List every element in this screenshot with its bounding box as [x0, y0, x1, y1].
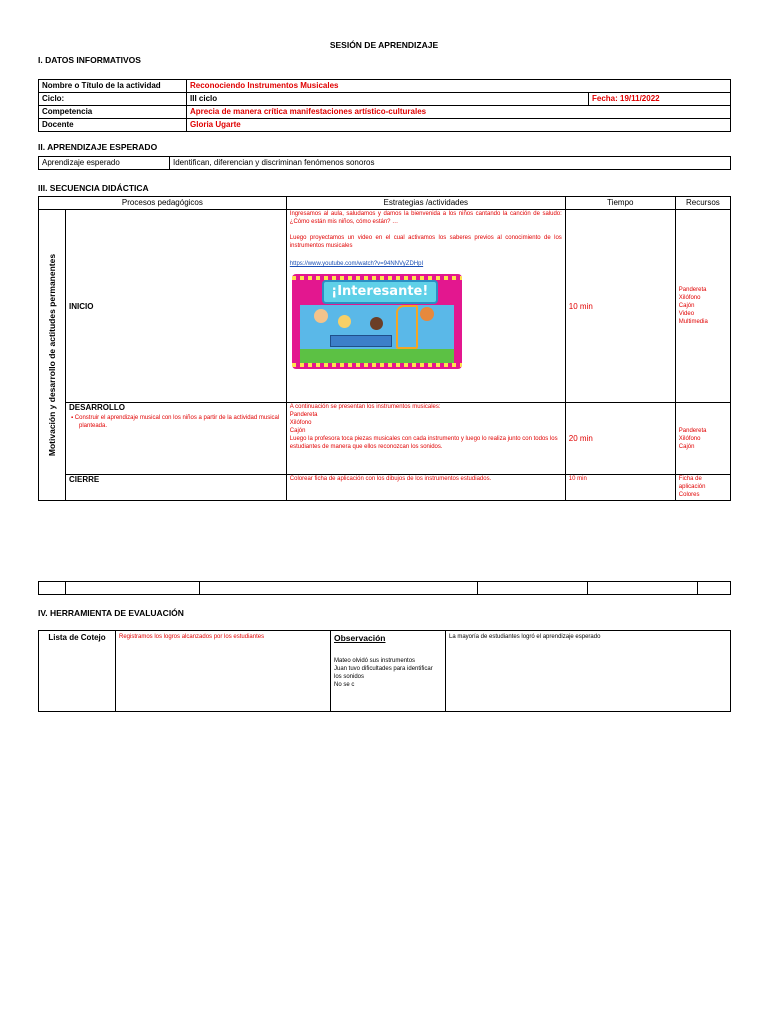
resource-item: Cajón	[678, 303, 695, 309]
resource-item: Pandereta	[678, 287, 707, 293]
activity-label: Nombre o Título de la actividad	[39, 80, 187, 93]
resource-item: Xilófono	[678, 295, 701, 301]
harp-icon	[396, 305, 418, 349]
vertical-label: Motivación y desarrollo de actitudes permanentes	[47, 253, 57, 457]
competence-label: Competencia	[39, 106, 187, 119]
desarrollo-resources	[675, 403, 730, 475]
desarrollo-line: A continuación se presentan los instrumentos musicales:	[289, 404, 441, 410]
cierre-label: CIERRE	[66, 475, 287, 501]
inicio-strategy	[286, 210, 565, 403]
sequence-table	[38, 196, 731, 501]
evaluation-tool: Lista de Cotejo	[39, 631, 116, 712]
expected-value: Identifican, diferencian y discriminan fenómenos sonoros	[170, 157, 731, 170]
desarrollo-strategy	[286, 403, 565, 475]
kid-head-icon	[420, 307, 434, 321]
desarrollo-line: Luego la profesora toca piezas musicales con cada instrumento y luego lo realiza junto con todos los estudiantes de manera que ellos reconozcan los sonidos.	[289, 436, 558, 450]
observation-title: Observación	[334, 633, 386, 643]
kid-head-icon	[370, 317, 383, 330]
resource-item: Pandereta	[678, 427, 707, 434]
section-secuencia-didactica: III. SECUENCIA DIDÁCTICA	[38, 183, 149, 193]
evaluation-result: La mayoría de estudiantes logró el aprendizaje esperado	[446, 631, 731, 712]
video-link[interactable]: https://www.youtube.com/watch?v=94NNVyZDHpI	[289, 261, 424, 267]
vertical-label-cell	[39, 210, 66, 501]
observation-cell	[331, 631, 446, 712]
cierre-resources	[675, 475, 730, 501]
header-time: Tiempo	[565, 197, 675, 210]
header-strategies: Estrategias /actividades	[286, 197, 565, 210]
empty-row-table	[38, 581, 731, 595]
video-caption: ¡Interesante!	[322, 280, 438, 304]
resource-item: Multimedia	[678, 319, 708, 325]
section-aprendizaje-esperado: II. APRENDIZAJE ESPERADO	[38, 142, 158, 152]
competence-value: Aprecia de manera crítica manifestaciones artístico-culturales	[187, 106, 731, 119]
inicio-label: INICIO	[66, 210, 287, 403]
cierre-strategy: Colorear ficha de aplicación con los dibujos de los instrumentos estudiados.	[286, 475, 565, 501]
empty-cell	[200, 582, 478, 595]
resource-item: Colores	[678, 492, 700, 498]
desarrollo-process	[66, 403, 287, 475]
cycle-value: III ciclo	[187, 93, 589, 106]
section-herramienta-evaluacion: IV. HERRAMIENTA DE EVALUACIÓN	[38, 608, 184, 618]
cierre-time: 10 min	[565, 475, 675, 501]
observation-item: No se c	[334, 682, 355, 688]
inicio-text2: Luego proyectamos un video en el cual activamos los saberes previos al conocimiento de los instrumentos musicales	[289, 235, 562, 249]
video-thumbnail[interactable]	[292, 274, 462, 369]
date-value: Fecha: 19/11/2022	[589, 93, 731, 106]
expected-table	[38, 156, 731, 170]
empty-cell	[588, 582, 698, 595]
kid-head-icon	[314, 309, 328, 323]
document-title: SESIÓN DE APRENDIZAJE	[329, 40, 439, 50]
desarrollo-line: Cajón	[289, 428, 306, 434]
expected-label: Aprendizaje esperado	[39, 157, 170, 170]
observation-list	[334, 657, 442, 689]
empty-cell	[39, 582, 66, 595]
desarrollo-line: Pandereta	[289, 412, 318, 418]
inicio-text1: Ingresamos al aula, saludamos y damos la bienvenida a los niños cantando la canción de saludo: ¿Cómo están mis niños, cómo están? …	[289, 211, 562, 225]
header-resources: Recursos	[675, 197, 730, 210]
info-table	[38, 79, 731, 132]
observation-item: Mateo olvidó sus instrumentos	[334, 658, 416, 664]
grass	[300, 349, 454, 363]
header-processes: Procesos pedagógicos	[39, 197, 287, 210]
observation-item: Juan tuvo dificultades para identificar los sonidos	[334, 666, 433, 680]
evaluation-table	[38, 630, 731, 712]
evaluation-record: Registramos los logros alcanzados por los estudiantes	[116, 631, 331, 712]
resource-item: Video	[678, 311, 695, 317]
desarrollo-line: Xilófono	[289, 420, 312, 426]
bullet-icon: ▪	[71, 415, 75, 421]
empty-cell	[698, 582, 731, 595]
resource-item: Ficha de aplicación	[678, 476, 706, 490]
bottom-dots	[292, 363, 462, 367]
empty-cell	[66, 582, 200, 595]
inicio-time: 10 min	[565, 210, 675, 403]
kid-head-icon	[338, 315, 351, 328]
desarrollo-label: DESARROLLO	[69, 403, 125, 412]
teacher-value: Gloria Ugarte	[187, 119, 731, 132]
video-stage	[300, 305, 454, 363]
xylophone-icon	[330, 335, 392, 347]
empty-cell	[478, 582, 588, 595]
section-datos-informativos: I. DATOS INFORMATIVOS	[38, 55, 141, 65]
activity-value: Reconociendo Instrumentos Musicales	[187, 80, 731, 93]
resource-item: Xilófono	[678, 435, 701, 442]
inicio-resources	[675, 210, 730, 403]
resource-item: Cajón	[678, 443, 695, 450]
cycle-label: Ciclo:	[39, 93, 187, 106]
desarrollo-time: 20 min	[565, 403, 675, 475]
teacher-label: Docente	[39, 119, 187, 132]
desarrollo-bullet: ▪ Construir el aprendizaje musical con los niños a partir de la actividad musical planteada.	[71, 415, 280, 429]
